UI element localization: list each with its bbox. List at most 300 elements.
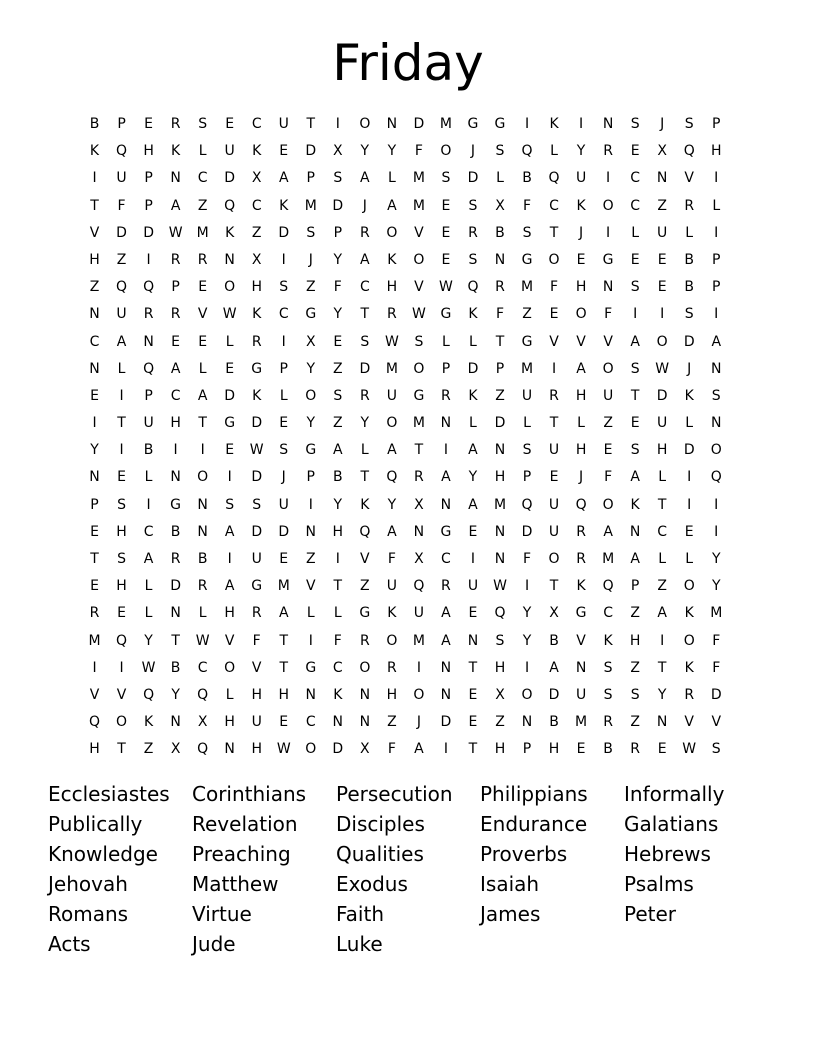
grid-letter[interactable]: N [629,523,641,540]
grid-letter[interactable]: K [684,605,694,622]
grid-letter[interactable]: S [684,116,694,132]
grid-letter[interactable]: I [633,306,638,323]
grid-letter[interactable]: E [630,415,640,432]
grid-letter[interactable]: O [710,442,722,459]
grid-letter[interactable]: Q [548,170,560,187]
grid-letter[interactable]: D [224,387,236,404]
grid-letter[interactable]: P [117,116,126,132]
grid-letter[interactable]: F [387,551,396,567]
grid-letter[interactable]: C [251,197,262,214]
grid-letter[interactable]: I [470,551,476,567]
grid-letter[interactable]: B [495,224,505,241]
grid-letter[interactable]: I [335,551,340,567]
grid-letter[interactable]: U [251,714,262,731]
grid-letter[interactable]: Q [521,143,533,160]
grid-letter[interactable]: F [495,306,505,323]
grid-letter[interactable]: F [604,469,613,486]
grid-letter[interactable]: S [495,143,505,160]
grid-letter[interactable]: S [306,224,316,241]
grid-letter[interactable]: N [494,251,506,268]
grid-letter[interactable]: E [549,469,559,486]
grid-letter[interactable]: E [657,251,667,268]
grid-letter[interactable]: H [575,279,587,296]
grid-letter[interactable]: N [89,469,100,486]
grid-letter[interactable]: I [687,496,692,513]
grid-letter[interactable]: F [252,632,261,649]
grid-letter[interactable]: K [252,306,262,323]
grid-letter[interactable]: O [548,551,560,567]
grid-letter[interactable]: M [710,605,723,622]
grid-letter[interactable]: X [305,333,316,350]
grid-letter[interactable]: E [333,333,343,350]
grid-letter[interactable]: D [467,170,479,187]
grid-letter[interactable]: N [440,496,452,513]
grid-letter[interactable]: H [89,741,100,758]
grid-letter[interactable]: C [305,714,316,731]
grid-letter[interactable]: A [468,442,478,459]
grid-letter[interactable]: H [224,714,235,731]
grid-letter[interactable]: G [251,360,263,377]
grid-letter[interactable]: I [660,632,665,649]
grid-letter[interactable]: S [333,387,343,404]
grid-letter[interactable]: Z [495,387,505,404]
grid-letter[interactable]: S [279,279,289,296]
grid-letter[interactable]: E [630,251,640,268]
grid-letter[interactable]: I [119,659,124,676]
grid-letter[interactable]: P [306,170,315,187]
grid-letter[interactable]: V [549,333,559,350]
grid-letter[interactable]: K [603,632,613,649]
grid-letter[interactable]: N [467,632,479,649]
grid-letter[interactable]: S [117,551,126,567]
grid-letter[interactable]: I [551,360,557,377]
grid-letter[interactable]: A [657,605,667,622]
grid-letter[interactable]: A [468,496,478,513]
grid-letter[interactable]: X [170,741,181,758]
grid-letter[interactable]: B [684,279,694,296]
grid-letter[interactable]: B [684,251,694,268]
grid-letter[interactable]: V [197,306,208,323]
grid-letter[interactable]: D [521,523,533,540]
grid-letter[interactable]: I [119,442,124,459]
grid-letter[interactable]: X [414,496,424,513]
grid-letter[interactable]: A [197,387,208,404]
grid-letter[interactable]: H [89,251,100,268]
grid-letter[interactable]: E [279,415,289,432]
grid-letter[interactable]: N [89,306,100,323]
grid-letter[interactable]: R [576,523,586,540]
grid-letter[interactable]: M [412,197,425,214]
grid-letter[interactable]: R [170,306,181,323]
grid-letter[interactable]: S [360,333,370,350]
grid-letter[interactable]: V [576,632,586,649]
grid-letter[interactable]: G [494,116,506,132]
grid-letter[interactable]: P [441,360,451,377]
grid-letter[interactable]: O [224,279,236,296]
grid-letter[interactable]: T [198,415,207,432]
grid-letter[interactable]: N [656,170,668,187]
grid-letter[interactable]: L [144,605,153,622]
grid-letter[interactable]: R [414,469,424,486]
grid-letter[interactable]: K [387,605,397,622]
grid-letter[interactable]: S [630,686,640,703]
grid-letter[interactable]: A [441,632,451,649]
grid-letter[interactable]: A [333,442,343,459]
grid-letter[interactable]: E [90,523,99,540]
grid-letter[interactable]: T [171,632,180,649]
grid-letter[interactable]: Y [711,578,721,595]
grid-letter[interactable]: Y [171,686,180,703]
grid-letter[interactable]: X [360,741,370,758]
grid-letter[interactable]: U [521,387,533,404]
grid-letter[interactable]: L [712,197,721,214]
grid-letter[interactable]: T [117,741,126,758]
grid-letter[interactable]: V [305,578,316,595]
grid-letter[interactable]: N [440,415,452,432]
grid-letter[interactable]: U [548,523,560,540]
grid-letter[interactable]: P [279,360,288,377]
grid-letter[interactable]: J [362,197,367,214]
grid-letter[interactable]: W [222,306,237,323]
grid-letter[interactable]: C [441,551,451,567]
grid-letter[interactable]: I [714,496,719,513]
grid-letter[interactable]: X [251,170,262,187]
grid-letter[interactable]: P [712,279,721,296]
grid-letter[interactable]: Z [197,197,208,214]
grid-letter[interactable]: Y [711,551,721,567]
grid-letter[interactable]: R [251,605,262,622]
grid-letter[interactable]: E [117,469,126,486]
grid-letter[interactable]: P [144,197,153,214]
grid-letter[interactable]: F [333,632,342,649]
grid-letter[interactable]: O [116,714,128,731]
grid-letter[interactable]: L [144,578,153,595]
grid-letter[interactable]: R [603,714,613,731]
grid-letter[interactable]: T [414,442,424,459]
grid-letter[interactable]: N [575,659,587,676]
grid-letter[interactable]: V [414,224,424,241]
grid-letter[interactable]: B [197,551,208,567]
grid-letter[interactable]: B [170,523,181,540]
grid-letter[interactable]: M [575,714,588,731]
grid-letter[interactable]: K [468,387,478,404]
grid-letter[interactable]: K [684,659,694,676]
grid-letter[interactable]: Q [467,279,479,296]
grid-letter[interactable]: K [143,714,154,731]
grid-letter[interactable]: K [333,686,343,703]
grid-letter[interactable]: L [685,415,694,432]
grid-letter[interactable]: M [412,170,425,187]
grid-letter[interactable]: P [712,251,721,268]
grid-letter[interactable]: R [603,143,613,160]
grid-letter[interactable]: K [89,143,100,160]
grid-letter[interactable]: Y [387,143,397,160]
grid-letter[interactable]: M [520,360,534,377]
grid-letter[interactable]: P [306,469,315,486]
grid-letter[interactable]: L [631,224,640,241]
grid-letter[interactable]: O [305,387,317,404]
grid-letter[interactable]: N [710,415,722,432]
grid-letter[interactable]: K [252,143,262,160]
grid-letter[interactable]: Y [144,632,153,649]
grid-letter[interactable]: M [412,415,425,432]
grid-letter[interactable]: T [360,306,370,323]
grid-letter[interactable]: W [141,659,156,676]
grid-letter[interactable]: T [360,469,370,486]
grid-letter[interactable]: U [467,578,479,595]
grid-letter[interactable]: S [414,333,424,350]
grid-letter[interactable]: I [524,659,530,676]
grid-letter[interactable]: R [89,605,100,622]
grid-letter[interactable]: L [360,442,369,459]
grid-letter[interactable]: H [116,578,127,595]
grid-letter[interactable]: D [494,415,506,432]
grid-letter[interactable]: U [224,143,235,160]
grid-letter[interactable]: D [278,224,290,241]
grid-letter[interactable]: S [117,496,126,513]
grid-letter[interactable]: I [443,741,448,758]
grid-letter[interactable]: X [414,551,424,567]
grid-letter[interactable]: N [413,523,425,540]
grid-letter[interactable]: U [116,306,127,323]
grid-letter[interactable]: S [252,496,262,513]
grid-letter[interactable]: S [630,442,640,459]
grid-letter[interactable]: V [89,686,100,703]
grid-letter[interactable]: B [170,659,181,676]
grid-letter[interactable]: T [495,333,505,350]
grid-letter[interactable]: H [170,415,181,432]
grid-letter[interactable]: I [335,116,340,132]
grid-letter[interactable]: R [359,224,370,241]
grid-letter[interactable]: D [116,224,127,241]
grid-letter[interactable]: V [224,632,235,649]
grid-letter[interactable]: E [279,551,289,567]
grid-letter[interactable]: I [687,469,692,486]
grid-letter[interactable]: A [441,605,451,622]
grid-letter[interactable]: T [657,659,667,676]
grid-letter[interactable]: R [468,224,478,241]
grid-letter[interactable]: E [225,360,235,377]
grid-letter[interactable]: N [440,659,452,676]
grid-letter[interactable]: N [359,714,371,731]
grid-letter[interactable]: D [224,170,236,187]
grid-letter[interactable]: Z [522,306,532,323]
grid-letter[interactable]: K [225,224,235,241]
grid-letter[interactable]: T [468,659,478,676]
grid-letter[interactable]: Q [143,686,155,703]
grid-letter[interactable]: H [143,143,154,160]
grid-letter[interactable]: S [630,360,640,377]
grid-letter[interactable]: N [143,333,154,350]
grid-letter[interactable]: S [279,442,289,459]
grid-letter[interactable]: C [630,170,641,187]
grid-letter[interactable]: N [170,469,181,486]
grid-letter[interactable]: G [521,333,533,350]
grid-letter[interactable]: N [170,605,181,622]
grid-letter[interactable]: O [359,116,371,132]
grid-letter[interactable]: R [549,387,559,404]
grid-letter[interactable]: O [197,469,209,486]
grid-letter[interactable]: E [90,387,99,404]
grid-letter[interactable]: O [413,686,425,703]
grid-letter[interactable]: S [441,170,451,187]
grid-letter[interactable]: U [657,415,668,432]
grid-letter[interactable]: L [198,360,207,377]
grid-letter[interactable]: D [548,686,560,703]
grid-letter[interactable]: S [630,116,640,132]
grid-letter[interactable]: J [416,714,421,731]
grid-letter[interactable]: E [279,714,289,731]
grid-letter[interactable]: A [143,551,154,567]
grid-letter[interactable]: K [576,578,586,595]
grid-letter[interactable]: F [522,197,532,214]
grid-letter[interactable]: A [630,551,640,567]
grid-letter[interactable]: E [657,741,667,758]
grid-letter[interactable]: E [441,197,451,214]
grid-letter[interactable]: R [197,251,208,268]
grid-letter[interactable]: I [200,442,205,459]
grid-letter[interactable]: J [660,116,665,132]
grid-letter[interactable]: A [711,333,722,350]
grid-letter[interactable]: A [630,469,640,486]
grid-letter[interactable]: B [522,170,532,187]
grid-letter[interactable]: L [658,551,667,567]
grid-letter[interactable]: P [495,360,505,377]
grid-letter[interactable]: O [386,224,398,241]
grid-letter[interactable]: C [549,197,559,214]
grid-letter[interactable]: X [333,143,343,160]
grid-letter[interactable]: S [333,170,343,187]
grid-letter[interactable]: U [657,224,668,241]
grid-letter[interactable]: D [251,523,263,540]
grid-letter[interactable]: D [143,224,154,241]
grid-letter[interactable]: O [602,360,614,377]
grid-letter[interactable]: T [279,632,289,649]
grid-letter[interactable]: M [412,632,425,649]
grid-letter[interactable]: N [332,714,344,731]
grid-letter[interactable]: O [602,496,614,513]
grid-letter[interactable]: A [549,659,559,676]
grid-letter[interactable]: E [117,605,126,622]
grid-letter[interactable]: Q [197,686,209,703]
grid-letter[interactable]: A [224,523,235,540]
grid-letter[interactable]: N [197,523,208,540]
grid-letter[interactable]: M [277,578,290,595]
grid-letter[interactable]: O [602,197,614,214]
grid-letter[interactable]: I [227,469,232,486]
grid-letter[interactable]: Q [521,496,533,513]
grid-letter[interactable]: H [386,279,398,296]
grid-letter[interactable]: K [549,116,559,132]
grid-letter[interactable]: A [170,197,181,214]
grid-letter[interactable]: M [439,116,452,132]
grid-letter[interactable]: Y [333,251,343,268]
grid-letter[interactable]: E [225,442,235,459]
grid-letter[interactable]: O [656,333,668,350]
grid-letter[interactable]: I [714,523,719,540]
grid-letter[interactable]: E [279,143,289,160]
grid-letter[interactable]: U [575,686,587,703]
grid-letter[interactable]: K [252,387,262,404]
grid-letter[interactable]: M [520,279,534,296]
grid-letter[interactable]: R [630,741,640,758]
grid-letter[interactable]: H [251,741,262,758]
grid-letter[interactable]: S [225,496,235,513]
grid-letter[interactable]: Z [630,714,640,731]
grid-letter[interactable]: P [333,224,343,241]
grid-letter[interactable]: E [576,251,586,268]
grid-letter[interactable]: U [386,387,397,404]
grid-letter[interactable]: G [305,442,317,459]
grid-letter[interactable]: Q [386,469,398,486]
grid-letter[interactable]: Q [143,360,155,377]
grid-letter[interactable]: T [468,741,478,758]
grid-letter[interactable]: A [278,170,289,187]
grid-letter[interactable]: L [225,333,234,350]
grid-letter[interactable]: W [195,632,210,649]
grid-letter[interactable]: Y [522,605,532,622]
grid-letter[interactable]: C [197,170,208,187]
grid-letter[interactable]: R [251,333,262,350]
grid-letter[interactable]: N [521,714,533,731]
grid-letter[interactable]: A [387,197,397,214]
grid-letter[interactable]: G [170,496,182,513]
grid-letter[interactable]: L [333,605,342,622]
grid-letter[interactable]: I [579,116,584,132]
grid-letter[interactable]: D [332,741,344,758]
grid-letter[interactable]: J [281,469,286,486]
grid-letter[interactable]: K [387,251,397,268]
grid-letter[interactable]: H [575,387,587,404]
grid-letter[interactable]: L [279,387,288,404]
grid-letter[interactable]: D [251,415,263,432]
grid-letter[interactable]: L [469,333,477,350]
grid-letter[interactable]: I [173,442,178,459]
grid-letter[interactable]: A [603,523,613,540]
grid-letter[interactable]: A [170,360,181,377]
grid-letter[interactable]: M [602,551,615,567]
grid-letter[interactable]: D [170,578,181,595]
grid-letter[interactable]: C [657,523,668,540]
grid-letter[interactable]: E [441,224,451,241]
grid-letter[interactable]: V [711,714,722,731]
grid-letter[interactable]: Z [630,605,640,622]
grid-letter[interactable]: Q [224,197,236,214]
grid-letter[interactable]: H [494,659,506,676]
grid-letter[interactable]: V [89,224,100,241]
grid-letter[interactable]: E [144,116,153,132]
grid-letter[interactable]: Z [495,714,505,731]
grid-letter[interactable]: M [196,224,209,241]
grid-letter[interactable]: G [224,415,236,432]
grid-letter[interactable]: R [143,306,154,323]
grid-letter[interactable]: B [603,741,613,758]
grid-letter[interactable]: T [279,659,289,676]
grid-letter[interactable]: L [550,143,558,160]
grid-letter[interactable]: O [413,251,425,268]
grid-letter[interactable]: C [630,197,641,214]
grid-letter[interactable]: E [468,605,478,622]
grid-letter[interactable]: K [171,143,181,160]
grid-letter[interactable]: Z [333,415,343,432]
grid-letter[interactable]: O [386,415,398,432]
grid-letter[interactable]: P [90,496,99,513]
grid-letter[interactable]: I [714,224,719,241]
grid-letter[interactable]: A [360,251,370,268]
grid-letter[interactable]: S [198,116,208,132]
grid-letter[interactable]: N [440,686,452,703]
grid-letter[interactable]: T [630,387,640,404]
